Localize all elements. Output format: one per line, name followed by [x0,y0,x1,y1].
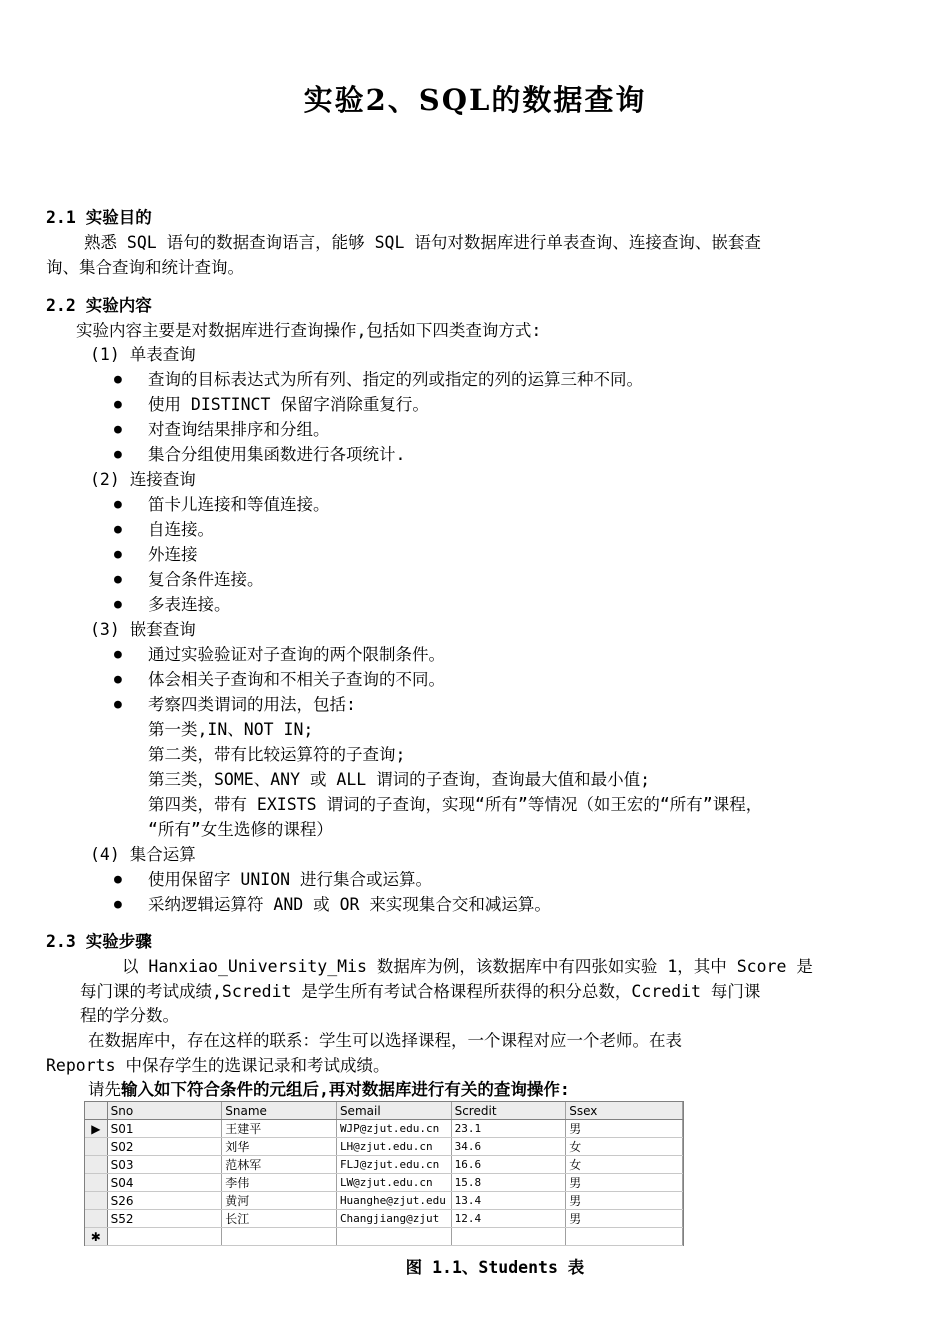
bullet-icon: ● [114,697,122,712]
cell[interactable]: 16.6 [451,1156,566,1174]
list-item: 多表连接。 [148,595,231,614]
sub-item: “所有”女生选修的课程） [148,820,333,839]
paragraph-line: 在数据库中，存在这样的联系：学生可以选择课程，一个课程对应一个老师。在表 [88,1031,682,1050]
new-row[interactable] [85,1228,683,1246]
section-heading-2-2: 2.2 实验内容 [46,296,152,315]
cell[interactable]: 李伟 [222,1174,337,1192]
cell[interactable]: 黄河 [222,1192,337,1210]
table-row[interactable] [85,1120,683,1138]
list-item: 查询的目标表达式为所有列、指定的列或指定的列的运算三种不同。 [148,370,643,389]
paragraph-line: 程的学分数。 [80,1006,179,1025]
cell[interactable]: S03 [107,1156,222,1174]
students-data-grid[interactable] [84,1101,684,1246]
cell[interactable]: S52 [107,1210,222,1228]
cell[interactable]: 34.6 [451,1138,566,1156]
cell[interactable]: S01 [107,1120,222,1138]
new-row-icon[interactable]: ✱ [85,1228,107,1246]
page-title: 实验2、SQL的数据查询 [303,83,647,117]
paragraph-line: 以 Hanxiao_University_Mis 数据库为例，该数据库中有四张如实验 1，其中 Score 是 [122,957,813,976]
bullet-icon: ● [114,397,122,412]
cell[interactable]: 刘华 [222,1138,337,1156]
row-selector[interactable] [85,1138,107,1156]
list-item: 使用 DISTINCT 保留字消除重复行。 [148,395,429,414]
list-item: 体会相关子查询和不相关子查询的不同。 [148,670,445,689]
grid-header-row [85,1102,683,1120]
cell[interactable]: 15.8 [451,1174,566,1192]
bullet-icon: ● [114,647,122,662]
list-item: 复合条件连接。 [148,570,264,589]
bullet-icon: ● [114,522,122,537]
cell[interactable]: S04 [107,1174,222,1192]
column-header-ssex[interactable]: Ssex [566,1102,683,1120]
table-row[interactable] [85,1192,683,1210]
cell[interactable]: Changjiang@zjut [336,1210,451,1228]
sub-item: 第一类,IN、NOT IN; [148,720,314,739]
list-item: 外连接 [148,545,198,564]
cell[interactable]: LH@zjut.edu.cn [336,1138,451,1156]
paragraph-bold-text: 输入如下符合条件的元组后,再对数据库进行有关的查询操作: [121,1080,570,1099]
list-group-label: (3) 嵌套查询 [90,620,196,639]
cell[interactable] [107,1228,222,1246]
row-selector[interactable] [85,1174,107,1192]
section-heading-2-3: 2.3 实验步骤 [46,932,152,951]
row-selector-header[interactable] [85,1102,107,1120]
cell[interactable]: Huanghe@zjut.edu [336,1192,451,1210]
table-caption: 图 1.1、Students 表 [405,1258,585,1277]
table-row[interactable] [85,1210,683,1228]
cell[interactable]: 男 [566,1174,683,1192]
sub-item: 第四类，带有 EXISTS 谓词的子查询，实现“所有”等情况（如王宏的“所有”课程， [148,795,763,814]
cell[interactable]: 13.4 [451,1192,566,1210]
list-group-label: (4) 集合运算 [90,845,196,864]
cell[interactable]: FLJ@zjut.edu.cn [336,1156,451,1174]
cell[interactable] [451,1228,566,1246]
list-item: 自连接。 [148,520,214,539]
table-row[interactable] [85,1138,683,1156]
current-row-icon[interactable]: ▶ [85,1120,107,1138]
column-header-scredit[interactable]: Scredit [451,1102,566,1120]
sub-item: 第二类，带有比较运算符的子查询; [148,745,406,764]
cell[interactable]: 男 [566,1192,683,1210]
paragraph-line: 熟悉 SQL 语句的数据查询语言，能够 SQL 语句对数据库进行单表查询、连接查询、嵌套查 [84,233,761,252]
sub-item: 第三类，SOME、ANY 或 ALL 谓词的子查询，查询最大值和最小值; [148,770,651,789]
list-item: 对查询结果排序和分组。 [148,420,330,439]
cell[interactable]: 12.4 [451,1210,566,1228]
bullet-icon: ● [114,372,122,387]
section-heading-2-1: 2.1 实验目的 [46,208,152,227]
list-item: 通过实验验证对子查询的两个限制条件。 [148,645,445,664]
paragraph-line: Reports 中保存学生的选课记录和考试成绩。 [46,1056,390,1075]
bullet-icon: ● [114,547,122,562]
cell[interactable]: S26 [107,1192,222,1210]
cell[interactable]: WJP@zjut.edu.cn [336,1120,451,1138]
cell[interactable]: 长江 [222,1210,337,1228]
list-item: 集合分组使用集函数进行各项统计. [148,445,406,464]
cell[interactable]: 女 [566,1156,683,1174]
paragraph-line [88,1078,570,1102]
cell[interactable]: 23.1 [451,1120,566,1138]
bullet-icon: ● [114,572,122,587]
cell[interactable]: 女 [566,1138,683,1156]
list-group-label: (1) 单表查询 [90,345,196,364]
bullet-icon: ● [114,872,122,887]
table-row[interactable] [85,1156,683,1174]
row-selector[interactable] [85,1192,107,1210]
column-header-sname[interactable]: Sname [222,1102,337,1120]
list-item: 采纳逻辑运算符 AND 或 OR 来实现集合交和减运算。 [148,895,551,914]
bullet-icon: ● [114,422,122,437]
cell[interactable]: S02 [107,1138,222,1156]
column-header-semail[interactable]: Semail [336,1102,451,1120]
table-row[interactable] [85,1174,683,1192]
list-item: 笛卡儿连接和等值连接。 [148,495,330,514]
bullet-icon: ● [114,497,122,512]
cell[interactable]: 王建平 [222,1120,337,1138]
cell[interactable]: 男 [566,1120,683,1138]
paragraph-line: 每门课的考试成绩,Scredit 是学生所有考试合格课程所获得的积分总数，Ccredit 每门课 [80,982,761,1001]
row-selector[interactable] [85,1210,107,1228]
cell[interactable] [336,1228,451,1246]
cell[interactable]: 范林军 [222,1156,337,1174]
cell[interactable]: LW@zjut.edu.cn [336,1174,451,1192]
paragraph-line: 询、集合查询和统计查询。 [46,258,244,277]
list-item: 使用保留字 UNION 进行集合或运算。 [148,870,433,889]
row-selector[interactable] [85,1156,107,1174]
list-group-label: (2) 连接查询 [90,470,196,489]
bullet-icon: ● [114,597,122,612]
bullet-icon: ● [114,672,122,687]
list-item: 考察四类谓词的用法，包括: [148,695,356,714]
column-header-sno[interactable]: Sno [107,1102,222,1120]
paragraph-text: 请先 [88,1080,121,1099]
cell[interactable] [566,1228,683,1246]
bullet-icon: ● [114,897,122,912]
cell[interactable]: 男 [566,1210,683,1228]
cell[interactable] [222,1228,337,1246]
paragraph-line: 实验内容主要是对数据库进行查询操作,包括如下四类查询方式: [76,321,542,340]
bullet-icon: ● [114,447,122,462]
